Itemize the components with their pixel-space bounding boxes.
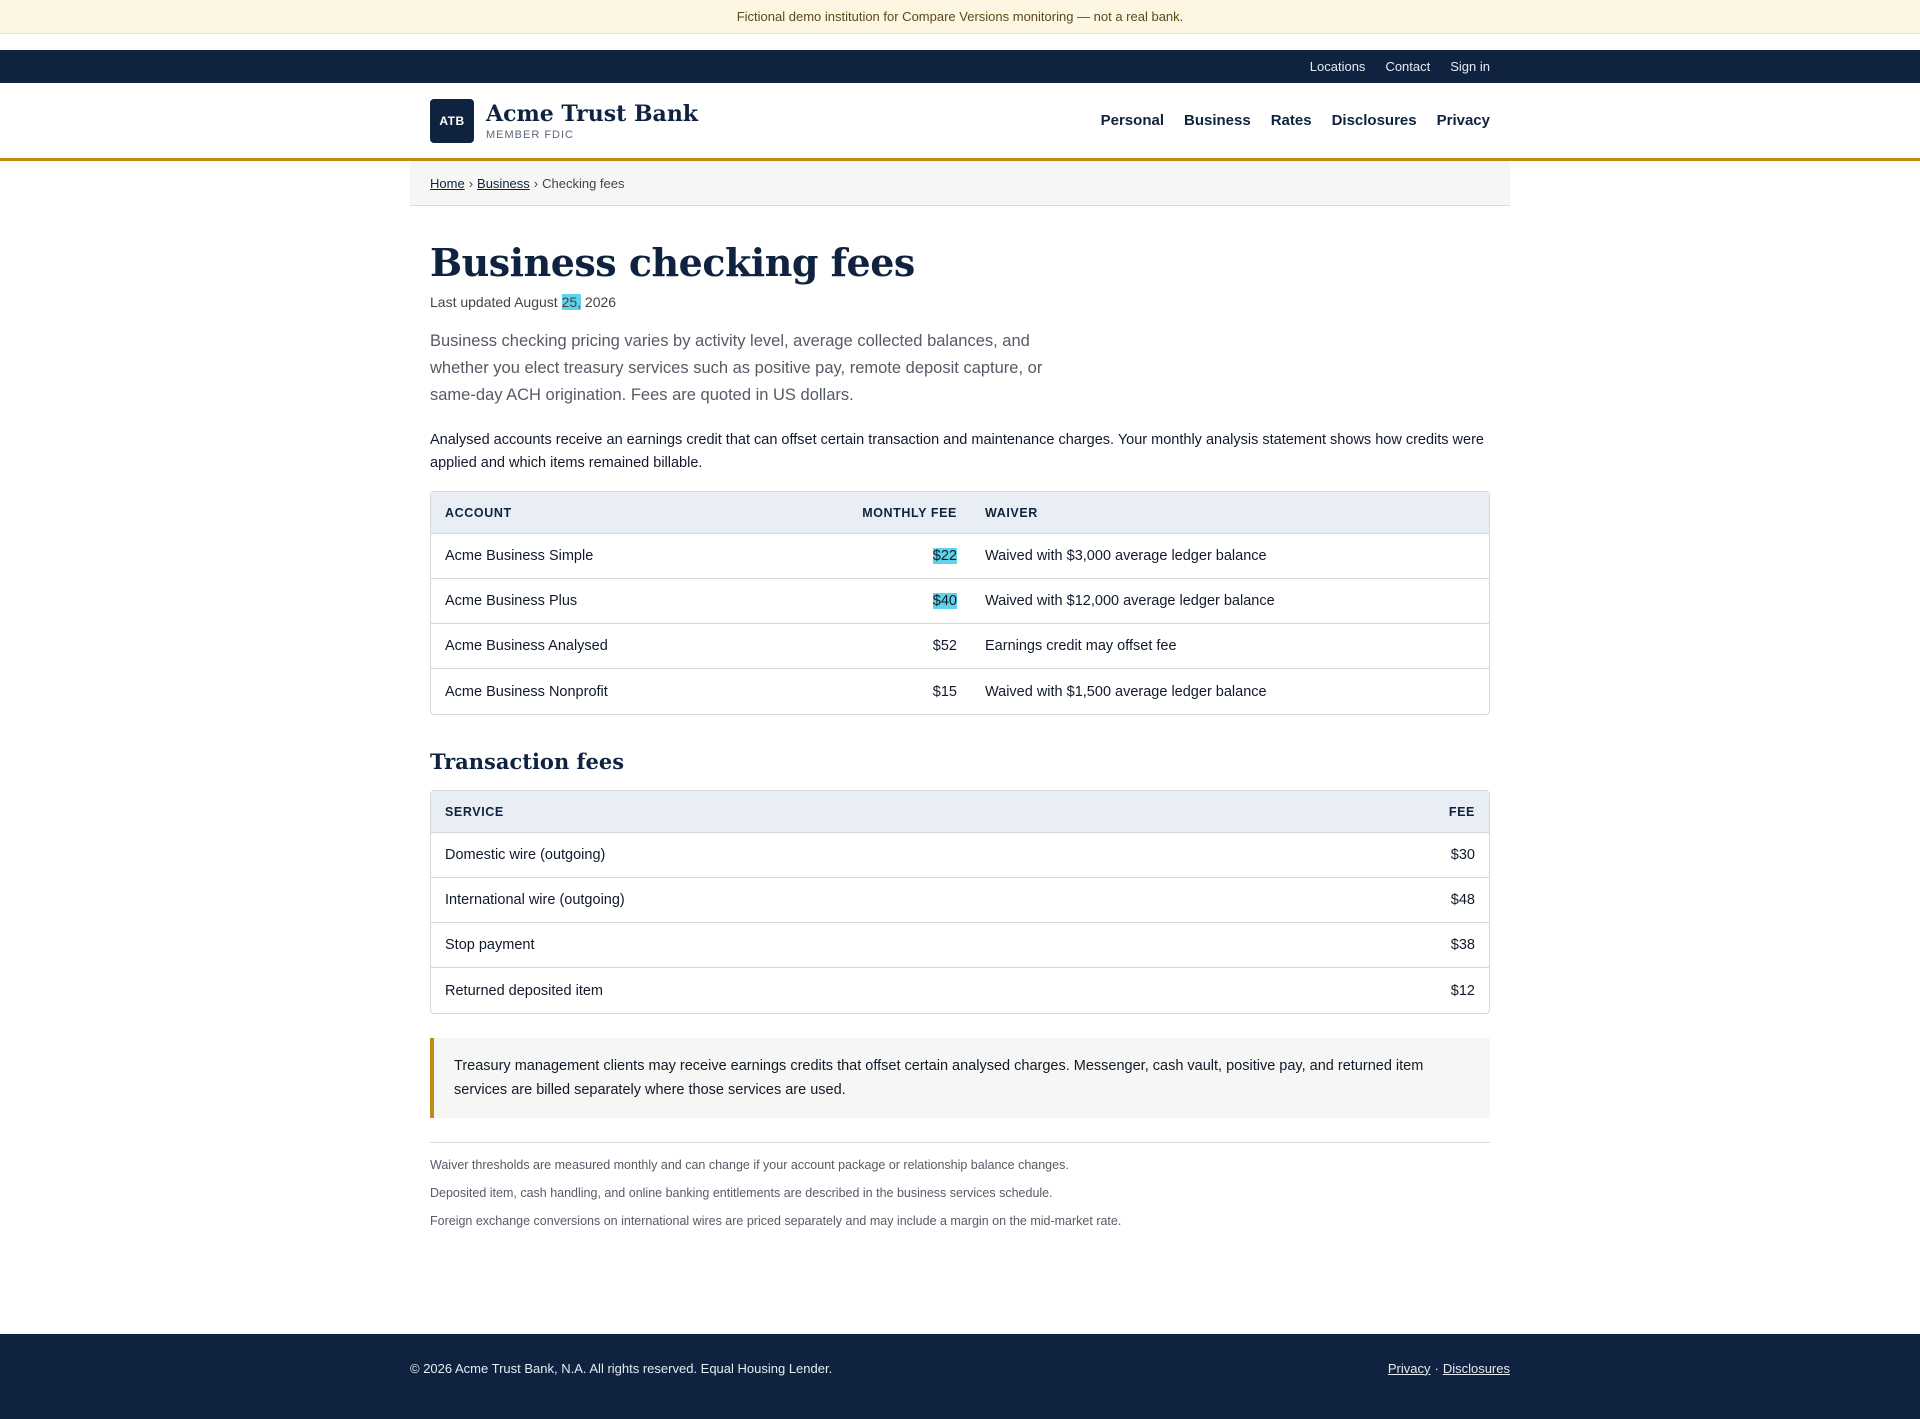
breadcrumb-separator: ›: [468, 175, 474, 191]
table-row: [431, 968, 1489, 1013]
table-header-row: [431, 492, 1489, 534]
footer-links: [1388, 1361, 1510, 1376]
demo-banner: Fictional demo institution for Compare Versions monitoring — not a real bank.: [0, 0, 1920, 34]
service-fee: $12: [1450, 982, 1475, 999]
table-row: [431, 923, 1489, 968]
breadcrumb-separator: ›: [533, 175, 539, 191]
footer-disclosures-link[interactable]: Disclosures: [1442, 1360, 1510, 1376]
page-title: Business checking fees: [430, 240, 915, 285]
transaction-fees-heading: Transaction fees: [430, 749, 625, 774]
copyright: © 2026 Acme Trust Bank, N.A. All rights reserved. Equal Housing Lender.: [410, 1360, 833, 1376]
brand-logo[interactable]: [430, 99, 698, 143]
service-name: Stop payment: [431, 923, 1270, 968]
breadcrumb-business[interactable]: Business: [477, 175, 530, 191]
service-name: Returned deposited item: [445, 982, 603, 999]
service-fee: $48: [1270, 878, 1489, 923]
masthead: [0, 83, 1920, 161]
footer-privacy-link[interactable]: Privacy: [1387, 1360, 1431, 1376]
highlighted-change: $40: [932, 593, 957, 609]
table-header-row: [431, 791, 1489, 833]
monthly-fee: $15: [932, 683, 957, 700]
transaction-fees-table: [430, 790, 1490, 1014]
intro-paragraph: Analysed accounts receive an earnings credit that can offset certain transaction and maintenance charges. Your monthly analysis statement shows how credits were applied and which items remained billable.: [430, 432, 1484, 471]
treasury-callout: Treasury management clients may receive earnings credits that offset certain analysed charges. Messenger, cash vault, positive pay, and returned item services are billed separately where those services are used.: [430, 1038, 1490, 1118]
footer-separator: ·: [1434, 1360, 1439, 1376]
bank-logo-icon: ATB: [430, 99, 474, 143]
nav-disclosures[interactable]: Disclosures: [1331, 112, 1417, 129]
breadcrumb: [410, 161, 1510, 206]
breadcrumb-home[interactable]: Home: [430, 175, 465, 191]
utility-bar: [0, 50, 1920, 83]
table-row: [431, 624, 1489, 669]
sign-in-link[interactable]: Sign in: [1450, 59, 1490, 74]
main-content: [430, 206, 1490, 1229]
service-name: International wire (outgoing): [431, 878, 1270, 923]
service-name: Domestic wire (outgoing): [431, 833, 1270, 878]
account-name: Acme Business Plus: [431, 579, 831, 624]
breadcrumb-current: Checking fees: [542, 175, 625, 191]
account-name: Acme Business Nonprofit: [445, 683, 608, 700]
footnote: Waiver thresholds are measured monthly and can change if your account package or relationship balance changes.: [430, 1158, 1069, 1172]
bank-name: Acme Trust Bank: [486, 100, 699, 127]
footnotes: [430, 1142, 1490, 1229]
monthly-fee: [831, 579, 971, 624]
nav-privacy[interactable]: Privacy: [1436, 112, 1490, 129]
table-row: [431, 833, 1489, 878]
account-fees-table: [430, 491, 1490, 715]
utility-nav: [430, 50, 1490, 83]
monthly-fee: $52: [831, 624, 971, 669]
intro-lede: Business checking pricing varies by activity level, average collected balances, and whether you elect treasury services such as positive pay, remote deposit capture, or same-day ACH origination. Fees are quoted in US dollars.: [430, 332, 1043, 404]
service-fee: $38: [1270, 923, 1489, 968]
footnote: Deposited item, cash handling, and online banking entitlements are described in the business services schedule.: [430, 1186, 1053, 1200]
highlighted-change: 25,: [561, 294, 582, 310]
table-row: [431, 878, 1489, 923]
waiver: Waived with $1,500 average ledger balance: [985, 683, 1267, 700]
column-header-service: SERVICE: [431, 791, 1270, 833]
waiver: Earnings credit may offset fee: [971, 624, 1489, 669]
column-header-account: ACCOUNT: [431, 492, 831, 534]
last-updated: Last updated August 25, 2026: [430, 294, 617, 310]
waiver: Waived with $3,000 average ledger balance: [971, 534, 1489, 579]
nav-rates[interactable]: Rates: [1270, 112, 1312, 129]
contact-link[interactable]: Contact: [1385, 59, 1431, 74]
column-header-monthly-fee: MONTHLY FEE: [831, 492, 971, 534]
waiver: Waived with $12,000 average ledger balance: [971, 579, 1489, 624]
main-nav: [1101, 112, 1490, 129]
site-footer: [0, 1334, 1920, 1419]
locations-link[interactable]: Locations: [1309, 59, 1366, 74]
column-header-waiver: WAIVER: [971, 492, 1489, 534]
highlighted-change: $22: [932, 548, 957, 564]
table-row: [431, 579, 1489, 624]
footnote: Foreign exchange conversions on international wires are priced separately and may include a margin on the mid-market rate.: [430, 1214, 1122, 1228]
table-row: [431, 669, 1489, 714]
spacer: [0, 34, 1920, 50]
column-header-fee: FEE: [1270, 791, 1489, 833]
account-name: Acme Business Analysed: [431, 624, 831, 669]
account-name: Acme Business Simple: [431, 534, 831, 579]
member-fdic-label: MEMBER FDIC: [486, 128, 574, 141]
nav-business[interactable]: Business: [1184, 112, 1251, 129]
service-fee: $30: [1270, 833, 1489, 878]
monthly-fee: [831, 534, 971, 579]
table-row: [431, 534, 1489, 579]
nav-personal[interactable]: Personal: [1100, 112, 1164, 129]
